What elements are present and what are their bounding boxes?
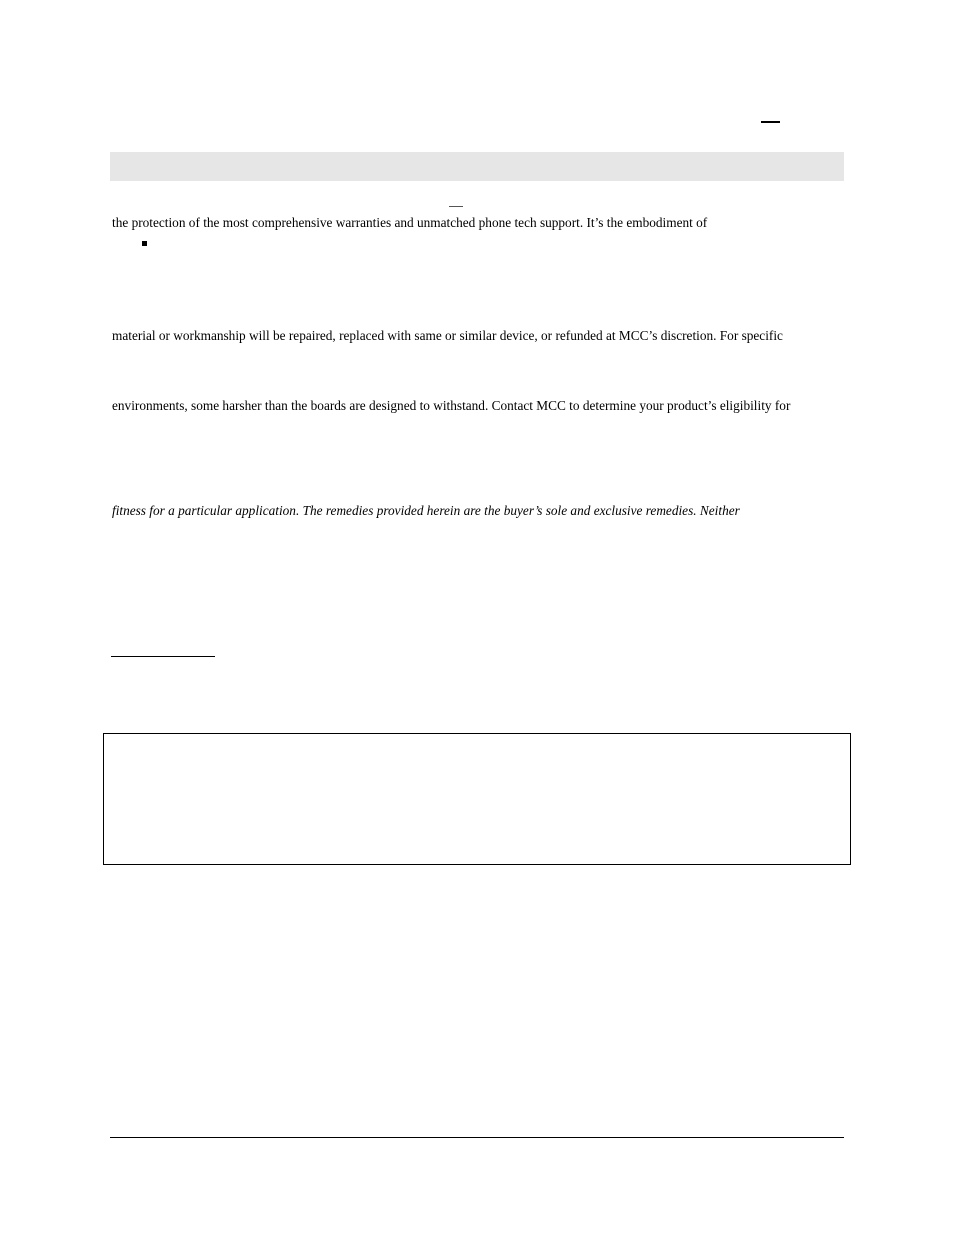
disclaimer-text-line: fitness for a particular application. The remedies provided herein are the buyer’s sole and exclusive remedies. Neither: [112, 503, 740, 518]
header-dash: [761, 121, 780, 123]
bullet-icon: [142, 241, 147, 246]
body-text-line-1: the protection of the most comprehensive warranties and unmatched phone tech support. It’s the embodiment of: [112, 215, 708, 230]
section-heading-bar: [110, 152, 844, 181]
body-text-line-2: material or workmanship will be repaired, replaced with same or similar device, or refunded at MCC’s discretion. For specific: [112, 328, 783, 343]
notice-box: [103, 733, 851, 865]
small-dash: [449, 206, 463, 207]
body-text-line-3: environments, some harsher than the boards are designed to withstand. Contact MCC to determine your product’s eligibility for: [112, 398, 791, 413]
underlined-link-placeholder[interactable]: [111, 656, 215, 657]
footer-rule: [110, 1137, 844, 1138]
